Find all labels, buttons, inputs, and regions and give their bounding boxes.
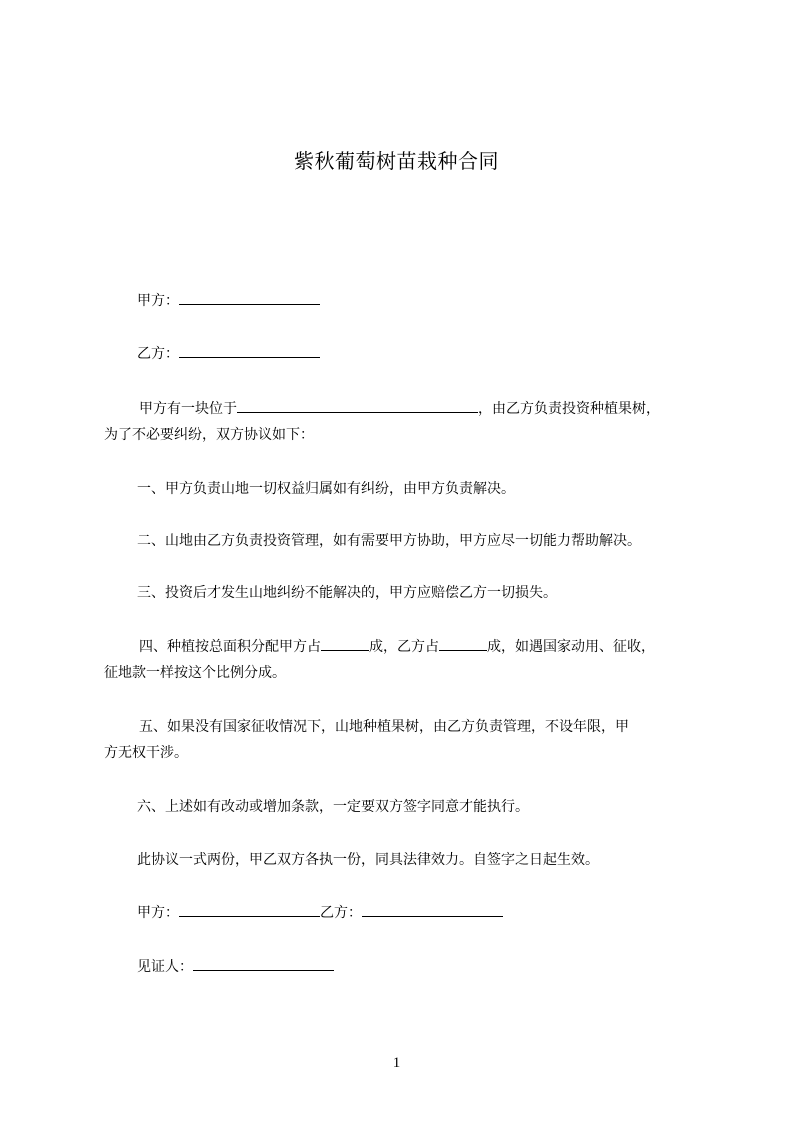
document-title: 紫秋葡萄树苗栽种合同 [294, 149, 499, 173]
sign-party-a-label: 甲方： [137, 905, 179, 921]
clause-5-line-1: 五、如果没有国家征收情况下，山地种植果树，由乙方负责管理，不设年限，甲 [139, 719, 629, 735]
witness-line [104, 954, 747, 980]
clause-4-text-2: 成，乙方占 [369, 639, 439, 655]
witness-label: 见证人： [137, 959, 193, 975]
intro-line-1 [104, 396, 749, 422]
clause-5-line-2: 方无权干涉。 [104, 745, 188, 761]
clause-4-line-2: 征地款一样按这个比例分成。 [104, 665, 286, 681]
copies-statement: 此协议一式两份，甲乙双方各执一份，同具法律效力。自签字之日起生效。 [137, 852, 599, 868]
sign-party-a-blank [179, 901, 320, 917]
party-a-blank [179, 289, 320, 305]
witness-blank [193, 955, 334, 971]
intro-line-2: 为了不必要纠纷，双方协议如下： [104, 427, 314, 443]
party-b-share-blank [439, 635, 487, 651]
party-a-line [104, 288, 747, 314]
party-a-share-blank [321, 635, 369, 651]
location-blank [237, 397, 478, 413]
page-number: 1 [392, 1055, 401, 1071]
party-b-label: 乙方： [137, 346, 179, 362]
clause-3: 三、投资后才发生山地纠纷不能解决的，甲方应赔偿乙方一切损失。 [137, 585, 557, 601]
clause-4-line-1 [104, 634, 749, 660]
signature-line [104, 900, 747, 926]
party-a-label: 甲方： [137, 293, 179, 309]
sign-party-b-label: 乙方： [320, 905, 362, 921]
party-b-line [104, 341, 747, 367]
intro-text-2: ，由乙方负责投资种植果树， [478, 401, 660, 417]
clause-6: 六、上述如有改动或增加条款，一定要双方签字同意才能执行。 [137, 799, 529, 815]
sign-party-b-blank [362, 901, 503, 917]
party-b-blank [179, 342, 320, 358]
clause-2: 二、山地由乙方负责投资管理，如有需要甲方协助，甲方应尽一切能力帮助解决。 [137, 533, 641, 549]
clause-4-text-1: 四、种植按总面积分配甲方占 [139, 639, 321, 655]
clause-1: 一、甲方负责山地一切权益归属如有纠纷，由甲方负责解决。 [137, 481, 515, 497]
intro-text-1: 甲方有一块位于 [139, 401, 237, 417]
clause-4-text-3: 成，如遇国家动用、征收， [487, 639, 655, 655]
